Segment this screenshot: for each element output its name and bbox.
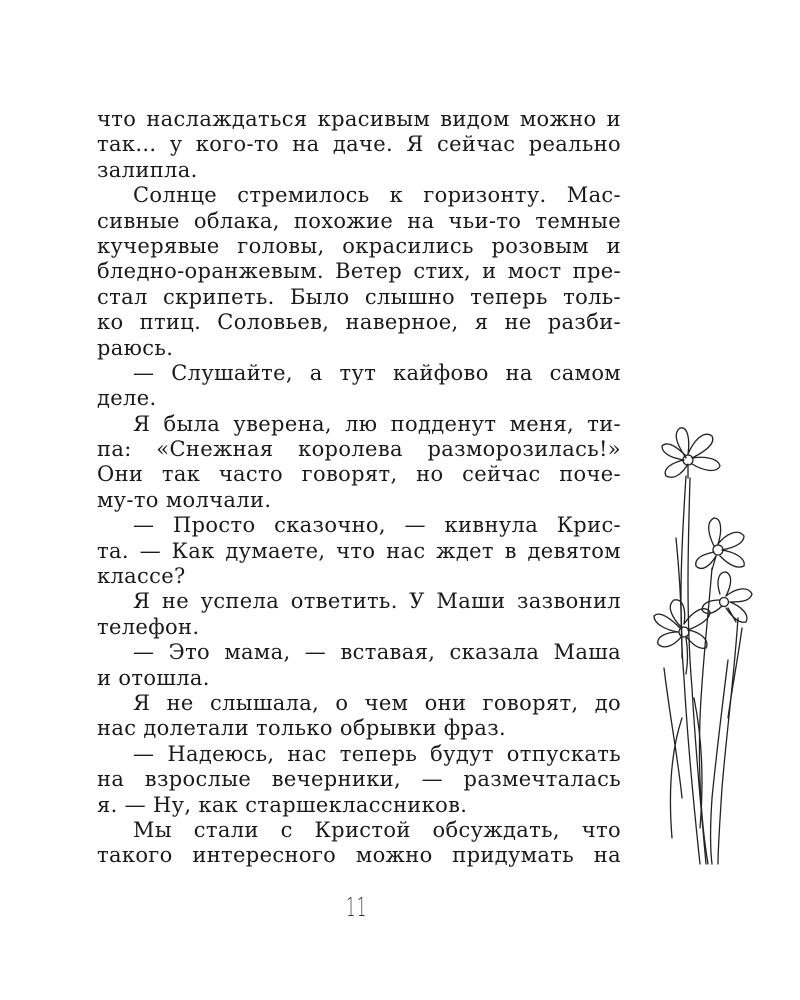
text-line: залипла. (97, 157, 198, 182)
text-line: бледно-оранжевым. Ветер стих, и мост пре- (97, 259, 621, 284)
text-line: что наслаждаться красивым видом можно и (97, 107, 621, 131)
daffodil-flower-icon (642, 418, 760, 866)
text-line: Они так часто говорят, но сейчас поче- (97, 462, 621, 487)
text-line: и отошла. (97, 665, 210, 690)
body-text (97, 107, 621, 869)
text-line: — Слушайте, а тут кайфово на самом (133, 360, 621, 385)
text-line: я. — Ну, как старшеклассников. (97, 792, 468, 817)
page-number: 11 (346, 893, 368, 923)
text-line: такого интересного можно придумать на (97, 843, 621, 868)
text-line: Я была уверена, лю подденут меня, ти- (133, 411, 621, 436)
text-line: деле. (97, 386, 157, 411)
text-line: Солнце стремилось к горизонту. Мас- (133, 183, 621, 208)
text-line: Я не успела ответить. У Маши зазвонил (133, 589, 621, 614)
text-line: сивные облака, похожие на чьи-то темные (97, 208, 621, 233)
text-line: Мы стали с Кристой обсуждать, что (133, 817, 621, 842)
text-line: му-то молчали. (97, 487, 272, 512)
text-line: телефон. (97, 614, 200, 639)
text-line: па: «Снежная королева разморозилась!» (97, 437, 621, 462)
text-line: раюсь. (97, 335, 174, 360)
text-line: на взрослые вечерники, — размечталась (97, 767, 621, 792)
text-line: та. — Как думаете, что нас ждет в девятом (97, 538, 621, 563)
text-line: классе? (97, 564, 186, 589)
text-line: ко птиц. Соловьев, наверное, я не разби- (97, 310, 621, 335)
text-line: кучерявые головы, окрасились розовым и (97, 233, 621, 258)
text-line: стал скрипеть. Было слышно теперь толь- (97, 284, 621, 309)
text-line: — Надеюсь, нас теперь будут отпускать (133, 741, 621, 766)
text-line: — Просто сказочно, — кивнула Крис- (133, 513, 621, 538)
text-line: так... у кого-то на даче. Я сейчас реально (97, 132, 621, 157)
text-line: нас долетали только обрывки фраз. (97, 716, 507, 741)
text-line: — Это мама, — вставая, сказала Маша (133, 640, 621, 665)
text-line: Я не слышала, о чем они говорят, до (133, 690, 621, 715)
